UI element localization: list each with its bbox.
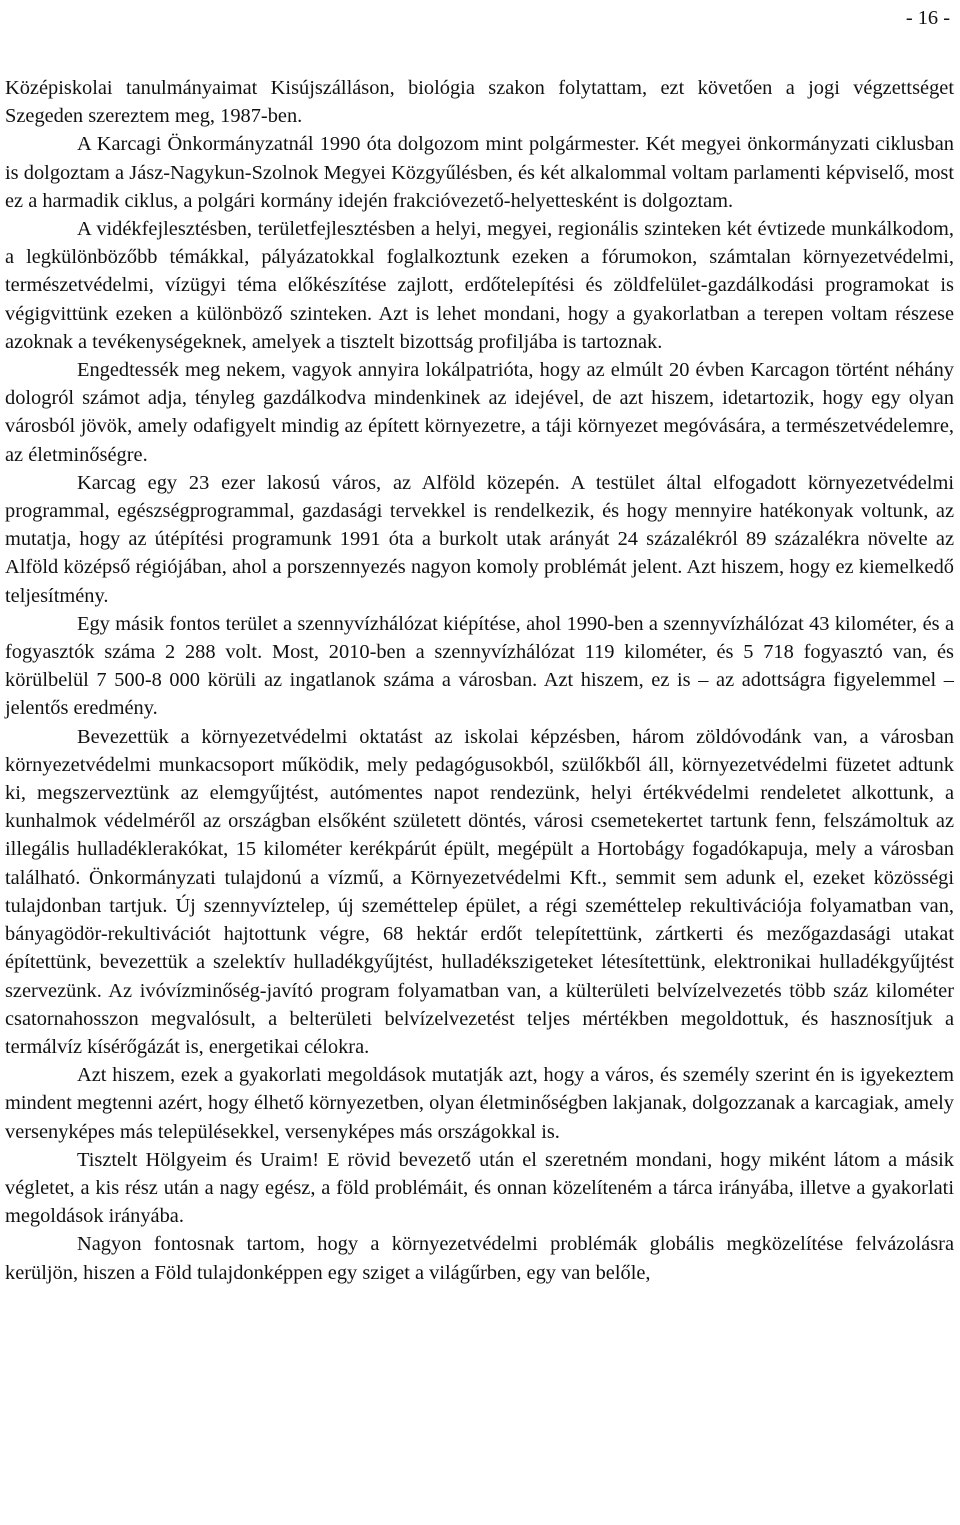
paragraph: Nagyon fontosnak tartom, hogy a környezetvédelmi problémák globális megközelítése felvázolásra kerüljön, hiszen a Föld tulajdonképpen egy sziget a világűrben, egy van belőle,: [5, 1233, 954, 1284]
paragraph: Középiskolai tanulmányaimat Kisújszálláson, biológia szakon folytattam, ezt követően a jogi végzettséget Szegeden szereztem meg, 1987-ben.: [5, 77, 954, 128]
paragraph: Engedtessék meg nekem, vagyok annyira lokálpatrióta, hogy az elmúlt 20 évben Karcagon történt néhány dologról számot adja, tényleg gazdálkodva mindenkinek az idejével, de azt hiszem, idetartozik, hogy egy olyan városból jövök, amely odafigyelt mindig az épített környezetre, a táji környezet megóvására, a természetvédelemre, az életminőségre.: [5, 359, 954, 466]
paragraph: Azt hiszem, ezek a gyakorlati megoldások mutatják azt, hogy a város, és személy szerint én is igyekeztem mindent megtenni azért, hogy élhető környezetben, olyan életminőségben lakjanak, dolgozzanak a karcagiak, amely versenyképes más településekkel, versenyképes más országokkal is.: [5, 1064, 954, 1143]
paragraph: A vidékfejlesztésben, területfejlesztésben a helyi, megyei, regionális szinteken két évtizede munkálkodom, a legkülönbözőbb témákkal, pályázatokkal foglalkoztunk ezeken a fórumokon, számtalan környezetvédelmi, természetvédelmi, vízügyi téma előkészítése zajlott, erdőtelepítési és zöldfelület-gazdálkodási programokat is végigvittünk ezeken a különböző szinteken. Azt is lehet mondani, hogy a gyakorlatban a terepen voltam részese azoknak a tevékenységeknek, amelyek a tisztelt bizottság profiljába is tartoznak.: [5, 218, 954, 353]
document-body: [5, 74, 954, 1287]
paragraph: Karcag egy 23 ezer lakosú város, az Alföld közepén. A testület által elfogadott környezetvédelmi programmal, egészségprogrammal, gazdasági tervekkel is rendelkezik, és hogy mennyire hatékonyak voltunk, az mutatja, hogy az útépítési programunk 1991 óta a burkolt utak arányát 24 százalékról 89 százalékra növelte az Alföld középső régiójában, ahol a porszennyezés nagyon komoly problémát jelent. Azt hiszem, hogy ez kiemelkedő teljesítmény.: [5, 471, 954, 607]
page-number: - 16 -: [905, 7, 950, 29]
paragraph: Tisztelt Hölgyeim és Uraim! E rövid bevezető után el szeretném mondani, hogy miként látom a másik végletet, a kis rész után a nagy egész, a föld problémáit, és onnan közelíteném a tárca irányába, illetve a gyakorlati megoldások irányába.: [5, 1148, 954, 1228]
paragraph: Egy másik fontos terület a szennyvízhálózat kiépítése, ahol 1990-ben a szennyvízhálózat 43 kilométer, és a fogyasztók száma 2 288 volt. Most, 2010-ben a szennyvízhálózat 119 kilométer, és 5 718 fogyasztó van, és körülbelül 7 500-8 000 körüli az ingatlanok száma a városban. Azt hiszem, ez is – az adottságra figyelemmel – jelentős eredmény.: [5, 612, 954, 720]
paragraph: A Karcagi Önkormányzatnál 1990 óta dolgozom mint polgármester. Két megyei önkormányzati ciklusban is dolgoztam a Jász-Nagykun-Szolnok Megyei Közgyűlésben, és két alkalommal voltam parlamenti képviselő, most ez a harmadik ciklus, a polgári kormány idején frakcióvezető-helyettesként is dolgoztam.: [5, 133, 954, 212]
paragraph: Bevezettük a környezetvédelmi oktatást az iskolai képzésben, három zöldóvodánk van, a városban környezetvédelmi munkacsoport működik, mely pedagógusokból, szülőkből áll, környezetvédelmi füzetet adtunk ki, megszerveztünk az elemgyűjtést, autómentes napot rendezünk, helyi értékvédelmi rendeletet alkottunk, a kunhalmok védelméről az országban elsőként született döntés, városi csemetekertet tartunk fenn, felszámoltuk az illegális hulladéklerakókat, 15 kilométer kerékpárút épült, megépült a Hortobágy fogadókapuja, mely a városban található. Önkormányzati tulajdonú a vízmű, a Környezetvédelmi Kft., semmit sem adunk el, ezeket közösségi tulajdonban tartjuk. Új szennyvíztelep, új szeméttelep épület, a régi szeméttelep rekultivációja folyamatban van, bányagödör-rekultivációt hajtottunk végre, 68 hektár erdőt telepítettünk, zártkerti és mezőgazdasági utakat építettünk, bevezettük a szelektív hulladékgyűjtést, hulladékszigeteket létesítettünk, elektronikai hulladékgyűjtést szervezünk. Az ivóvízminőség-javító program folyamatban van, a külterületi belvízelvezetés több száz kilométer csatornahosszon megvalósult, a belterületi belvízelvezetést teljes mértékben megoldottuk, és hasznosítjuk a termálvíz kísérőgázát is, energetikai célokra.: [5, 725, 954, 1058]
